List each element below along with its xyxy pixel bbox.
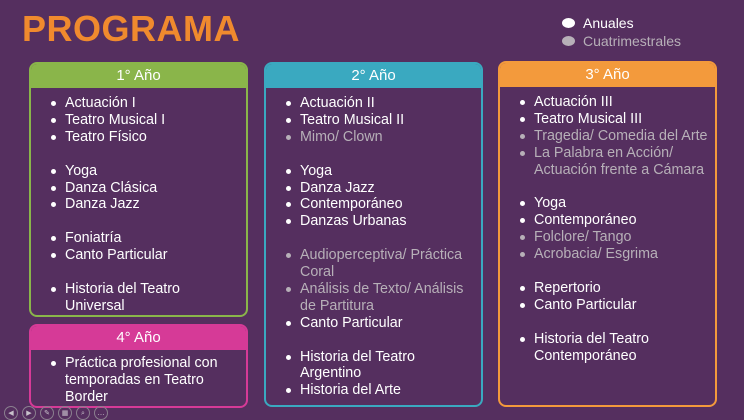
list-spacer xyxy=(31,213,240,230)
subject-item: Teatro Musical I xyxy=(31,112,240,129)
prev-slide-icon[interactable]: ◀ xyxy=(4,406,18,420)
slides-grid-icon[interactable]: ▦ xyxy=(58,406,72,420)
year-2-heading: 2° Año xyxy=(266,64,481,88)
year-1-subject-list xyxy=(31,95,246,315)
legend-label: Cuatrimestrales xyxy=(583,33,682,49)
legend-item-anuales xyxy=(562,14,681,32)
subject-item: Yoga xyxy=(266,163,475,180)
subject-item: Historia del Arte xyxy=(266,382,475,399)
list-spacer xyxy=(31,146,240,163)
subject-item: Actuación II xyxy=(266,95,475,112)
more-options-icon[interactable]: … xyxy=(94,406,108,420)
subject-item: Historia del Teatro Argentino xyxy=(266,349,475,383)
list-spacer xyxy=(500,179,709,196)
subject-item: Danza Jazz xyxy=(266,180,475,197)
legend-dot-gray xyxy=(562,36,575,46)
year-1-heading: 1° Año xyxy=(31,64,246,88)
subject-item: Yoga xyxy=(500,195,709,212)
list-spacer xyxy=(500,263,709,280)
legend-label: Anuales xyxy=(583,15,634,31)
subject-item: Teatro Físico xyxy=(31,129,240,146)
subject-item: Canto Particular xyxy=(500,297,709,314)
year-3-box xyxy=(498,61,717,407)
list-spacer xyxy=(266,230,475,247)
pen-icon[interactable]: ✎ xyxy=(40,406,54,420)
zoom-icon[interactable]: ⌕ xyxy=(76,406,90,420)
list-spacer xyxy=(266,332,475,349)
subject-item: Contemporáneo xyxy=(266,196,475,213)
year-4-subject-list xyxy=(31,355,246,406)
year-4-box xyxy=(29,324,248,408)
subject-item: La Palabra en Acción/ Actuación frente a Cámara xyxy=(500,145,709,179)
subject-item: Análisis de Texto/ Análisis de Partitura xyxy=(266,281,475,315)
subject-item: Yoga xyxy=(31,163,240,180)
subject-item: Canto Particular xyxy=(31,247,240,264)
slideshow-toolbar xyxy=(4,406,108,420)
year-4-heading: 4° Año xyxy=(31,326,246,350)
subject-item: Folclore/ Tango xyxy=(500,229,709,246)
list-spacer xyxy=(500,314,709,331)
subject-item: Danza Clásica xyxy=(31,180,240,197)
subject-item: Foniatría xyxy=(31,230,240,247)
subject-item: Acrobacia/ Esgrima xyxy=(500,246,709,263)
subject-item: Mimo/ Clown xyxy=(266,129,475,146)
list-spacer xyxy=(266,146,475,163)
subject-item: Audioperceptiva/ Práctica Coral xyxy=(266,247,475,281)
subject-item: Actuación I xyxy=(31,95,240,112)
subject-item: Historia del Teatro Contemporáneo xyxy=(500,331,709,365)
year-3-heading: 3° Año xyxy=(500,63,715,87)
page-title: PROGRAMA xyxy=(22,8,240,49)
legend-item-cuatrimestrales xyxy=(562,32,681,50)
next-slide-icon[interactable]: ▶ xyxy=(22,406,36,420)
year-1-box xyxy=(29,62,248,317)
year-2-subject-list xyxy=(266,95,481,399)
year-2-box xyxy=(264,62,483,407)
subject-item: Danzas Urbanas xyxy=(266,213,475,230)
subject-item: Teatro Musical II xyxy=(266,112,475,129)
legend-dot-white xyxy=(562,18,575,28)
subject-item: Teatro Musical III xyxy=(500,111,709,128)
subject-item: Canto Particular xyxy=(266,315,475,332)
subject-item: Práctica profesional con temporadas en Teatro Border xyxy=(31,355,240,406)
subject-item: Actuación III xyxy=(500,94,709,111)
list-spacer xyxy=(31,264,240,281)
subject-item: Contemporáneo xyxy=(500,212,709,229)
subject-item: Tragedia/ Comedia del Arte xyxy=(500,128,709,145)
subject-item: Repertorio xyxy=(500,280,709,297)
year-3-subject-list xyxy=(500,94,715,364)
subject-item: Danza Jazz xyxy=(31,196,240,213)
subject-item: Historia del Teatro Universal xyxy=(31,281,240,315)
legend xyxy=(562,14,681,50)
